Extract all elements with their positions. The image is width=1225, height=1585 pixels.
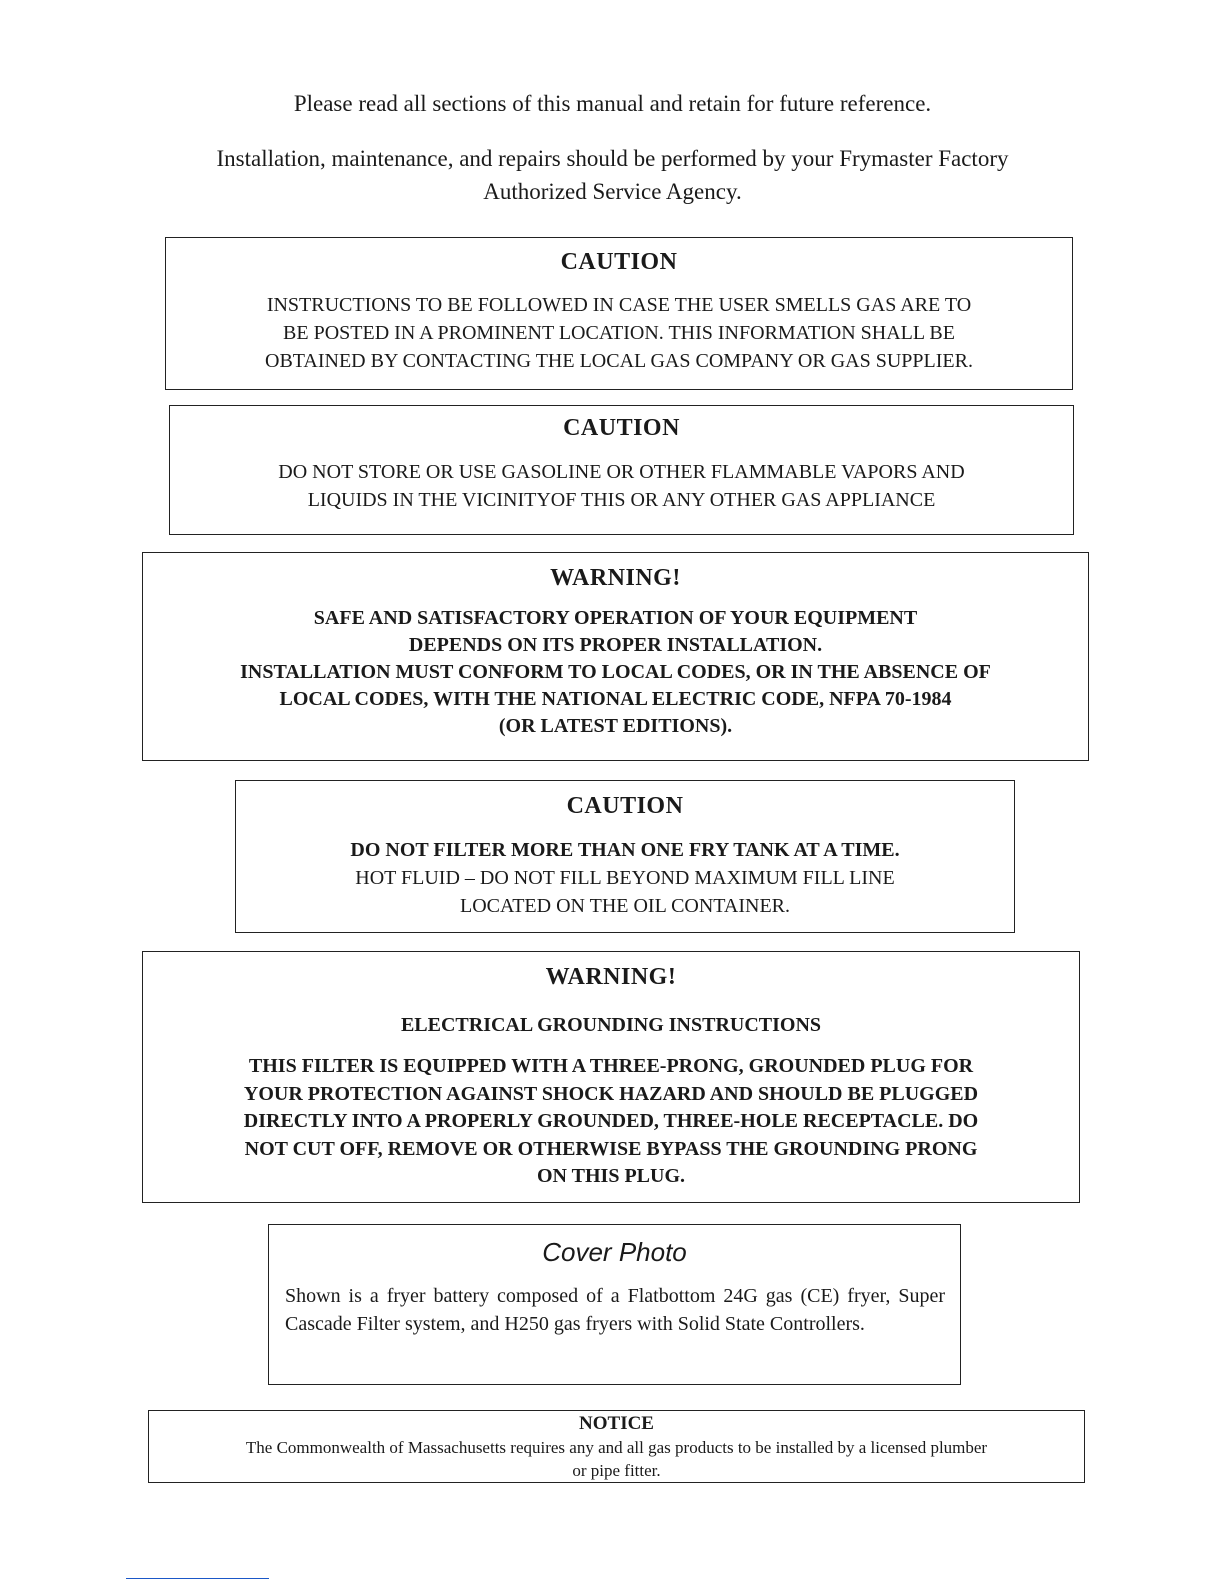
caution-line: INSTRUCTIONS TO BE FOLLOWED IN CASE THE USER SMELLS GAS ARE TO — [266, 294, 972, 316]
warning-line: SAFE AND SATISFACTORY OPERATION OF YOUR EQUIPMENT — [313, 607, 918, 629]
warning-line: ON THIS PLUG. — [537, 1165, 685, 1187]
caution-line: DO NOT STORE OR USE GASOLINE OR OTHER FLAMMABLE VAPORS AND — [278, 461, 965, 483]
footnote-rule — [126, 1578, 269, 1579]
warning-body — [143, 605, 1088, 740]
caution-title: CAUTION — [563, 415, 680, 441]
warning-line: THIS FILTER IS EQUIPPED WITH A THREE-PRONG, GROUNDED PLUG FOR — [248, 1055, 974, 1077]
caution-body — [236, 836, 1014, 920]
warning-line: LOCAL CODES, WITH THE NATIONAL ELECTRIC CODE, NFPA 70-1984 — [279, 688, 952, 710]
caution-title: CAUTION — [566, 793, 684, 819]
intro-line: Authorized Service Agency. — [483, 179, 742, 204]
notice-line: The Commonwealth of Massachusetts requires any and all gas products to be installed by a licensed plumber — [245, 1438, 988, 1457]
warning-grounding-box — [142, 951, 1080, 1203]
warning-line: DEPENDS ON ITS PROPER INSTALLATION. — [408, 634, 823, 656]
cover-photo-box — [268, 1224, 961, 1385]
caution-body — [166, 291, 1072, 375]
intro-service-agency — [0, 142, 1225, 208]
cover-photo-text: Shown is a fryer battery composed of a Flatbottom 24G gas (CE) fryer, Super Cascade Filter system, and H250 gas fryers with Solid State Controllers. — [285, 1285, 945, 1335]
caution-gas-smell-box — [165, 237, 1073, 390]
notice-box — [148, 1410, 1085, 1483]
caution-line: BE POSTED IN A PROMINENT LOCATION. THIS INFORMATION SHALL BE — [283, 322, 955, 344]
notice-line: or pipe fitter. — [572, 1461, 661, 1480]
intro-line: Please read all sections of this manual and retain for future reference. — [293, 91, 932, 116]
caution-line: LIQUIDS IN THE VICINITYOF THIS OR ANY OTHER GAS APPLIANCE — [307, 489, 936, 511]
caution-line: OBTAINED BY CONTACTING THE LOCAL GAS COMPANY OR GAS SUPPLIER. — [265, 350, 973, 372]
caution-body — [170, 458, 1073, 514]
caution-line: HOT FLUID – DO NOT FILL BEYOND MAXIMUM FILL LINE — [355, 867, 895, 889]
caution-bold-line: DO NOT FILTER MORE THAN ONE FRY TANK AT A TIME. — [350, 839, 900, 861]
notice-title: NOTICE — [579, 1413, 654, 1434]
warning-title: WARNING! — [545, 964, 677, 990]
warning-line: NOT CUT OFF, REMOVE OR OTHERWISE BYPASS THE GROUNDING PRONG — [244, 1137, 978, 1160]
warning-line: (OR LATEST EDITIONS). — [498, 715, 733, 737]
caution-title: CAUTION — [560, 249, 678, 275]
intro-line: Installation, maintenance, and repairs should be performed by your Frymaster Factory — [216, 146, 1009, 171]
caution-flammable-box — [169, 405, 1074, 535]
caution-line: LOCATED ON THE OIL CONTAINER. — [459, 895, 791, 917]
warning-line: DIRECTLY INTO A PROPERLY GROUNDED, THREE-HOLE RECEPTACLE. DO — [243, 1110, 979, 1132]
warning-title: WARNING! — [550, 565, 681, 591]
cover-photo-title: Cover Photo — [542, 1237, 687, 1267]
intro-read-manual — [0, 87, 1225, 120]
warning-installation-box — [142, 552, 1089, 761]
caution-filter-box — [235, 780, 1015, 933]
warning-body — [143, 1053, 1079, 1191]
warning-subtitle: ELECTRICAL GROUNDING INSTRUCTIONS — [400, 1014, 822, 1036]
warning-line: INSTALLATION MUST CONFORM TO LOCAL CODES, OR IN THE ABSENCE OF — [240, 661, 991, 683]
notice-body — [149, 1436, 1084, 1482]
warning-line: YOUR PROTECTION AGAINST SHOCK HAZARD AND SHOULD BE PLUGGED — [243, 1082, 979, 1105]
